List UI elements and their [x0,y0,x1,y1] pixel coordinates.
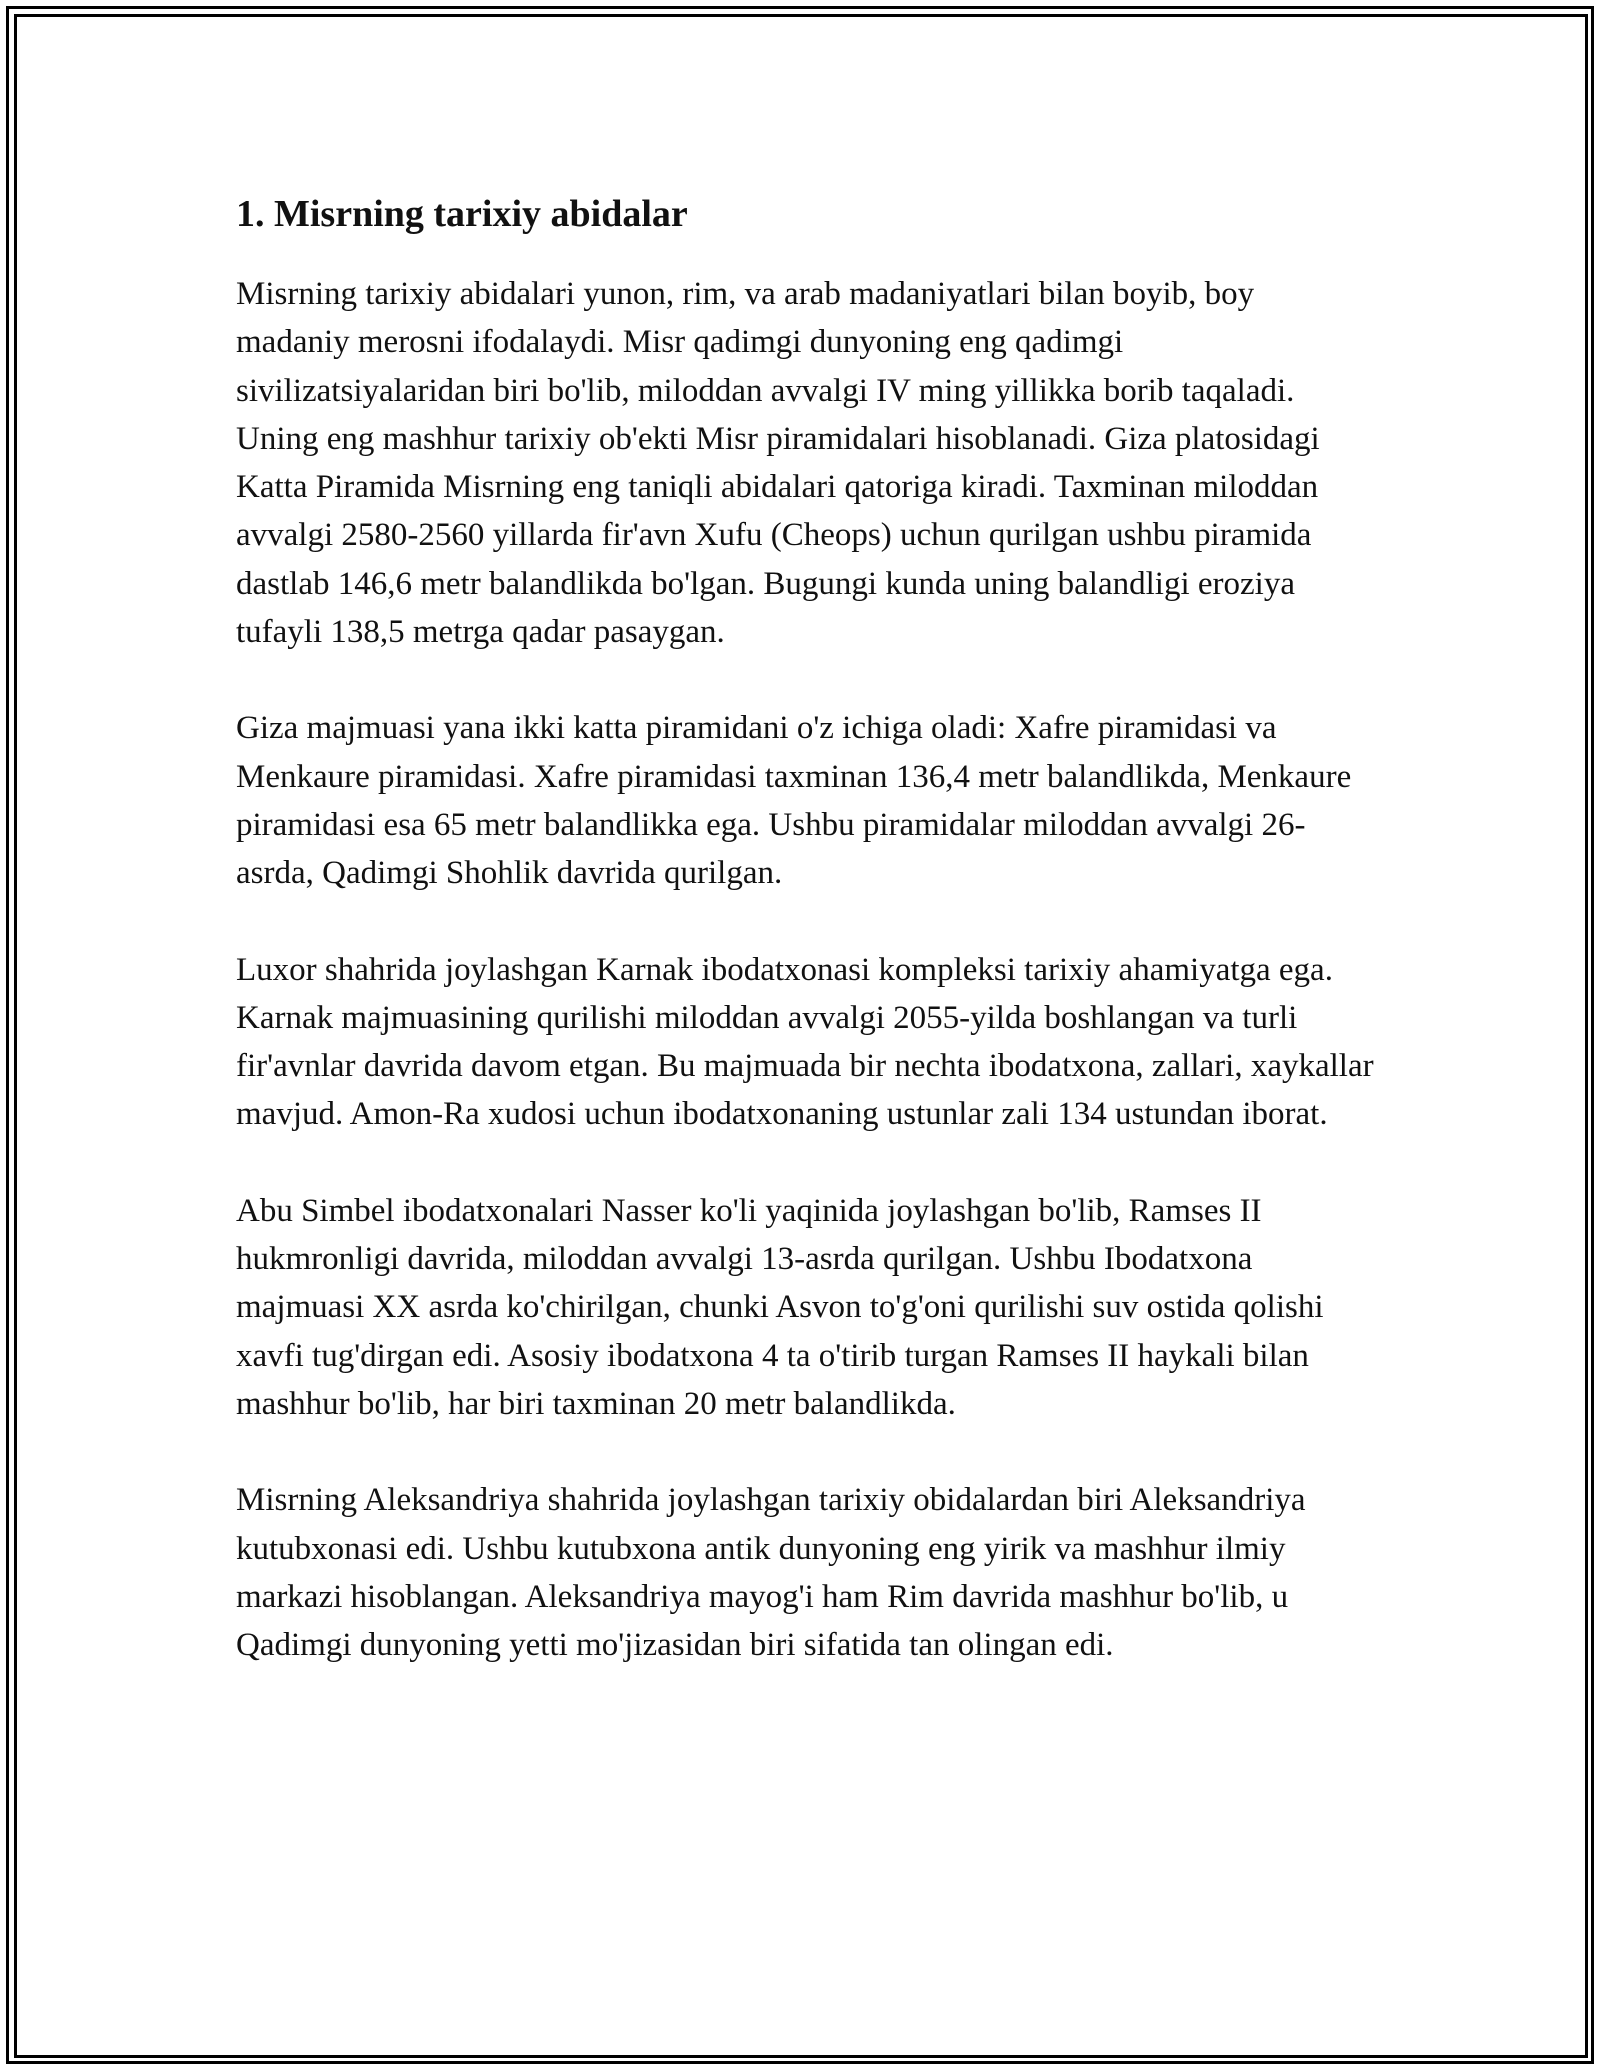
paragraph-giza-complex: Giza majmuasi yana ikki katta piramidani o'z ichiga oladi: Xafre piramidasi va Menkaure piramidasi. Xafre piramidasi taxminan 136,4 metr balandlikda, Menkaure piramidasi esa 65 metr balandlikka ega. Ushbu piramidalar miloddan avvalgi 26-asrda, Qadimgi Shohlik davrida qurilgan. [236,710,1352,892]
section-heading: 1. Misrning tarixiy abidalar [236,193,688,235]
document-body [236,188,1376,1669]
paragraph-alexandria: Misrning Aleksandriya shahrida joylashgan tarixiy obidalardan biri Aleksandriya kutubxonasi edi. Ushbu kutubxona antik dunyoning eng yirik va mashhur ilmiy markazi hisoblangan. Aleksandriya mayog'i ham Rim davrida mashhur bo'lib, u Qadimgi dunyoning yetti mo'jizasidan biri sifatida tan olingan edi. [236,1482,1306,1664]
paragraph-abu-simbel: Abu Simbel ibodatxonalari Nasser ko'li yaqinida joylashgan bo'lib, Ramses II hukmronligi davrida, miloddan avvalgi 13-asrda qurilgan. Ushbu Ibodatxona majmuasi XX asrda ko'chirilgan, chunki Asvon to'g'oni qurilishi suv ostida qolishi xavfi tug'dirgan edi. Asosiy ibodatxona 4 ta o'tirib turgan Ramses II haykali bilan mashhur bo'lib, har biri taxminan 20 metr balandlikda. [236,1192,1324,1422]
paragraph-pyramids-intro: Misrning tarixiy abidalari yunon, rim, va arab madaniyatlari bilan boyib, boy madaniy merosni ifodalaydi. Misr qadimgi dunyoning eng qadimgi sivilizatsiyalaridan biri bo'lib, miloddan avvalgi IV ming yillikka borib taqaladi. Uning eng mashhur tarixiy ob'ekti Misr piramidalari hisoblanadi. Giza platosidagi Katta Piramida Misrning eng taniqli abidalari qatoriga kiradi. Taxminan miloddan avvalgi 2580-2560 yillarda fir'avn Xufu (Cheops) uchun qurilgan ushbu piramida dastlab 146,6 metr balandlikda bo'lgan. Bugungi kunda uning balandligi eroziya tufayli 138,5 metrga qadar pasaygan. [236,276,1320,651]
paragraph-karnak-temple: Luxor shahrida joylashgan Karnak ibodatxonasi kompleksi tarixiy ahamiyatga ega. Karnak majmuasining qurilishi miloddan avvalgi 2055-yilda boshlangan va turli fir'avnlar davrida davom etgan. Bu majmuada bir nechta ibodatxona, zallari, xaykallar mavjud. Amon-Ra xudosi uchun ibodatxonaning ustunlar zali 134 ustundan iborat. [236,951,1374,1133]
